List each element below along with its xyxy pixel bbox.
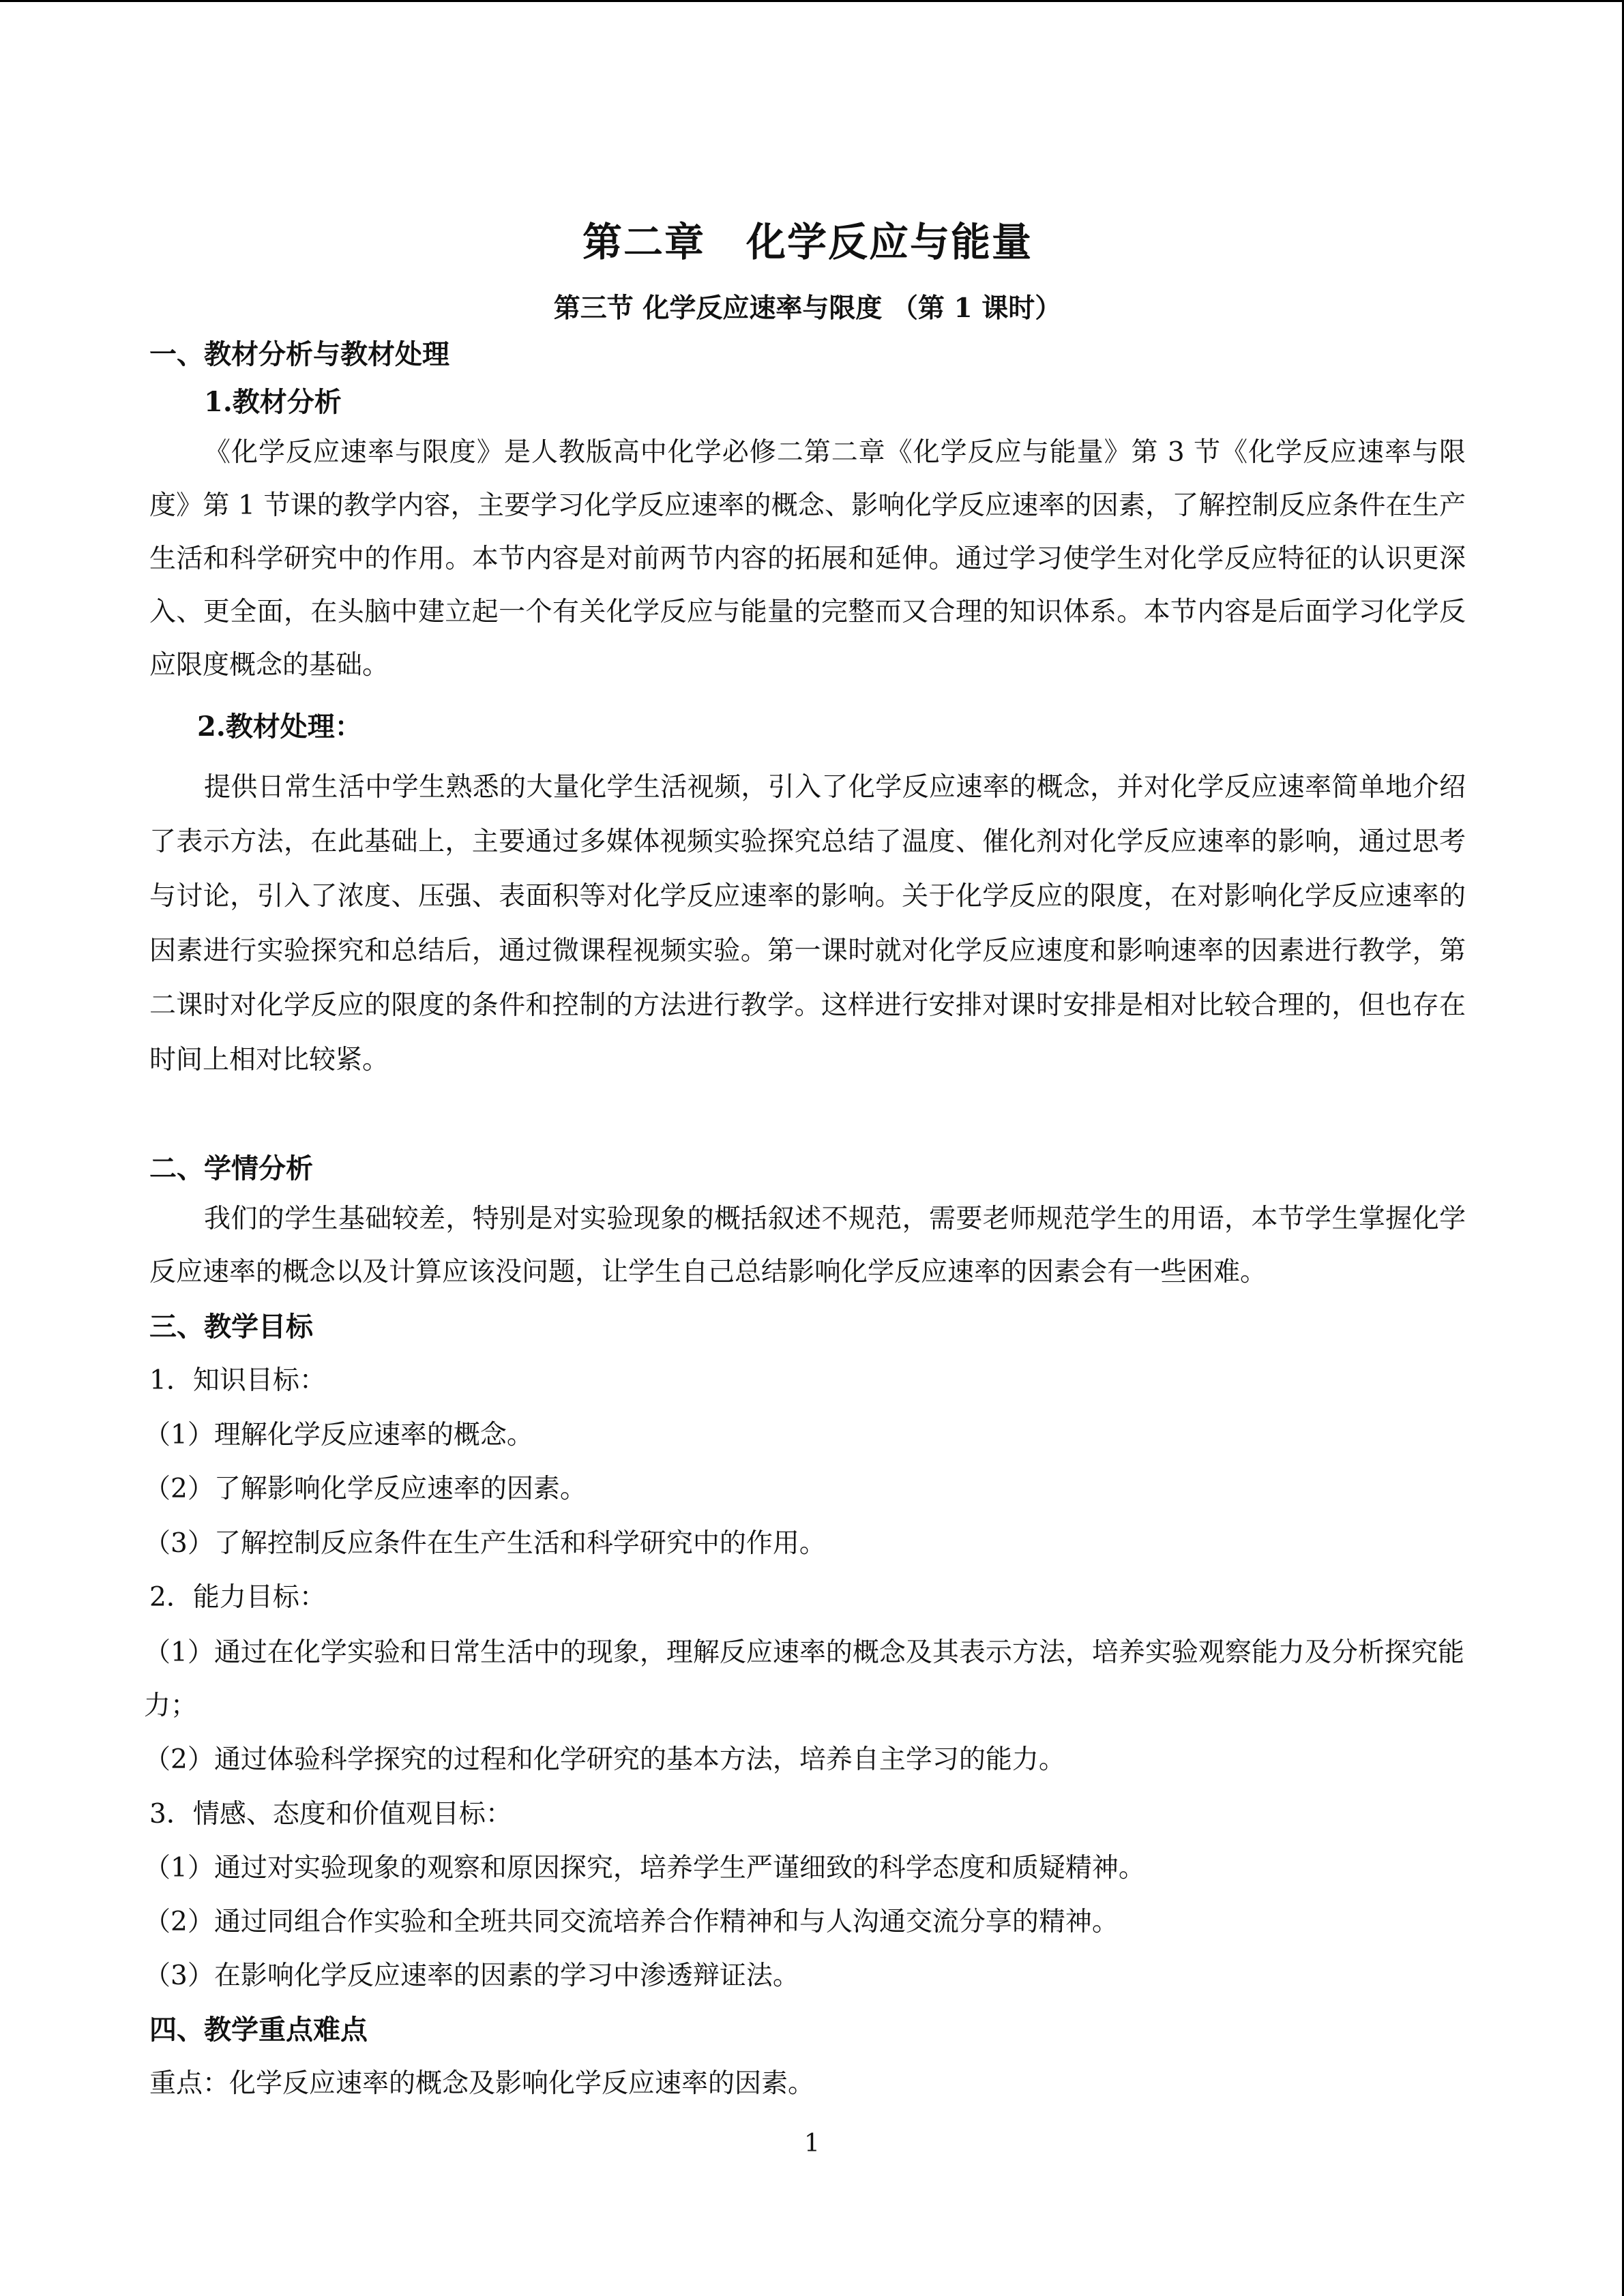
page-number: 1	[804, 2130, 820, 2158]
subheading-textbook-analysis: 1.教材分析	[204, 386, 342, 418]
goal-attitude-heading: 3．情感、态度和价值观目标：	[149, 1799, 512, 1830]
chapter-title: 第二章 化学反应与能量	[582, 219, 1033, 265]
goal-attitude-item: （1）通过对实验现象的观察和原因探究，培养学生严谨细致的科学态度和质疑精神。	[144, 1853, 1145, 1883]
goal-ability-heading: 2．能力目标：	[149, 1582, 326, 1613]
paragraph-textbook-processing: 提供日常生活中学生熟悉的大量化学生活视频，引入了化学反应速率的概念，并对化学反应速率简单地介绍了表示方法，在此基础上，主要通过多媒体视频实验探究总结了温度、催化剂对化学反应速率的影响，通过思考与讨论，引入了浓度、压强、表面积等对化学反应速率的影响。关于化学反应的限度，在对影响化学反应速率的因素进行实验探究和总结后，通过微课程视频实验。第一课时就对化学反应速度和影响速率的因素进行教学，第二课时对化学反应的限度的条件和控制的方法进行教学。这样进行安排对课时安排是相对比较合理的，但也存在时间上相对比较紧。	[149, 772, 1466, 1075]
goal-knowledge-item: （3）了解控制反应条件在生产生活和科学研究中的作用。	[144, 1528, 826, 1559]
heading-teaching-goals: 三、教学目标	[149, 1311, 313, 1343]
goal-attitude-item: （2）通过同组合作实验和全班共同交流培养合作精神和与人沟通交流分享的精神。	[144, 1907, 1119, 1937]
heading-textbook-analysis: 一、教材分析与教材处理	[149, 338, 449, 370]
paragraph-student-analysis: 我们的学生基础较差，特别是对实验现象的概括叙述不规范，需要老师规范学生的用语，本节学生掌握化学反应速率的概念以及计算应该没问题，让学生自己总结影响化学反应速率的因素会有一些困难。	[149, 1204, 1466, 1287]
goal-knowledge-heading: 1．知识目标：	[149, 1365, 326, 1396]
paragraph-textbook-analysis: 《化学反应速率与限度》是人教版高中化学必修二第二章《化学反应与能量》第 3 节《化学反应速率与限度》第 1 节课的教学内容，主要学习化学反应速率的概念、影响化学反应速率的因素，了解控制反应条件在生产生活和科学研究中的作用。本节内容是对前两节内容的拓展和延伸。通过学习使学生对化学反应特征的认识更深入、更全面，在头脑中建立起一个有关化学反应与能量的完整而又合理的知识体系。本节内容是后面学习化学反应限度概念的基础。	[149, 437, 1466, 681]
section-subtitle: 第三节 化学反应速率与限度 （第 1 课时）	[553, 293, 1062, 324]
heading-key-points: 四、教学重点难点	[149, 2014, 368, 2046]
heading-student-analysis: 二、学情分析	[149, 1152, 313, 1184]
goal-attitude-item: （3）在影响化学反应速率的因素的学习中渗透辩证法。	[144, 1960, 799, 1991]
goal-knowledge-item: （2）了解影响化学反应速率的因素。	[144, 1474, 587, 1504]
goal-ability-item: （1）通过在化学实验和日常生活中的现象，理解反应速率的概念及其表示方法，培养实验观察能力及分析探究能力；	[144, 1637, 1464, 1721]
subheading-textbook-processing: 2.教材处理：	[197, 711, 362, 743]
key-point-text: 重点：化学反应速率的概念及影响化学反应速率的因素。	[149, 2068, 815, 2099]
goal-knowledge-item: （1）理解化学反应速率的概念。	[144, 1420, 533, 1450]
goal-ability-item: （2）通过体验科学探究的过程和化学研究的基本方法，培养自主学习的能力。	[144, 1744, 1065, 1775]
